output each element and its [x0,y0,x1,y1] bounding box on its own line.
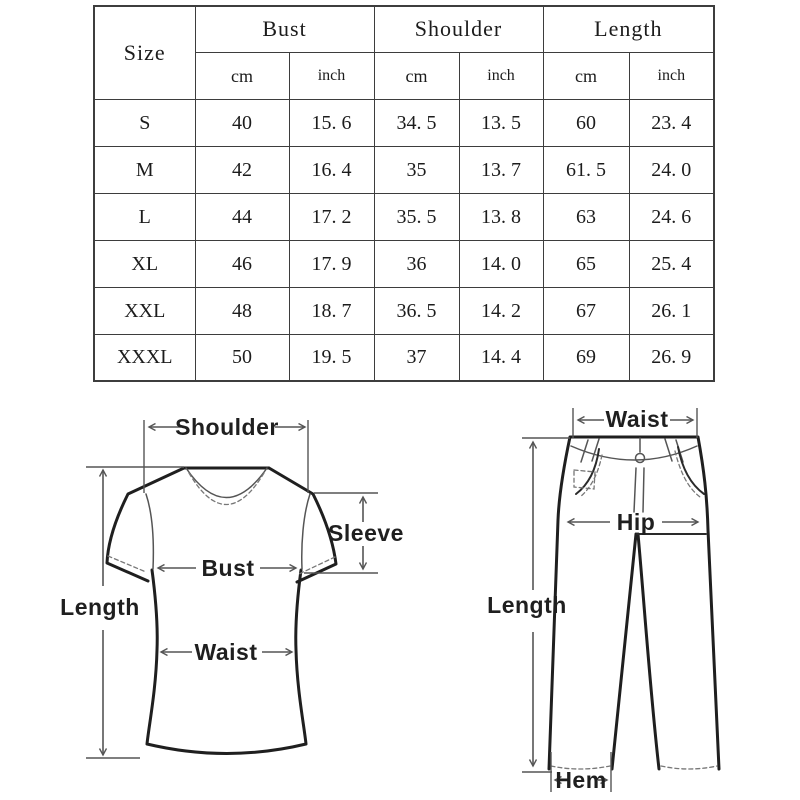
cell-shoulder-cm: 35 [374,146,459,193]
cell-bust-cm: 46 [195,240,289,287]
pants-length-label: Length [487,592,567,618]
header-bust: Bust [195,6,374,52]
pants-diagram [487,406,719,793]
header-size: Size [94,6,195,99]
cell-size: L [94,193,195,240]
tshirt-armhole-right [302,494,310,569]
tshirt-outline [107,468,336,754]
cell-length-cm: 60 [543,99,629,146]
cell-shoulder-cm: 34. 5 [374,99,459,146]
pants-waist-label: Waist [605,406,669,432]
pants-button [636,454,645,463]
cell-length-cm: 69 [543,334,629,381]
cell-size: XXXL [94,334,195,381]
measurement-diagrams [0,400,800,800]
tshirt-cuff-left [108,556,146,572]
unit-length-inch: inch [629,52,714,99]
cell-shoulder-cm: 36 [374,240,459,287]
cell-length-inch: 24. 0 [629,146,714,193]
cell-length-inch: 23. 4 [629,99,714,146]
cell-length-cm: 65 [543,240,629,287]
table-header-row [94,6,714,52]
shirt-bust-label: Bust [201,555,255,581]
cell-length-cm: 67 [543,287,629,334]
unit-length-cm: cm [543,52,629,99]
cell-bust-cm: 48 [195,287,289,334]
cell-length-cm: 61. 5 [543,146,629,193]
cell-size: XL [94,240,195,287]
table-row [94,287,714,334]
shirt-sleeve-label: Sleeve [328,520,404,546]
cell-length-cm: 63 [543,193,629,240]
cell-size: S [94,99,195,146]
pants-fly-lines [634,468,644,512]
cell-length-inch: 26. 1 [629,287,714,334]
cell-bust-cm: 50 [195,334,289,381]
table-row [94,240,714,287]
tshirt-diagram [60,414,404,758]
cell-bust-inch: 17. 9 [289,240,374,287]
cell-bust-cm: 44 [195,193,289,240]
cell-length-inch: 25. 4 [629,240,714,287]
cell-bust-inch: 19. 5 [289,334,374,381]
unit-shoulder-cm: cm [374,52,459,99]
size-chart-table [93,5,715,382]
cell-shoulder-inch: 13. 7 [459,146,543,193]
cell-shoulder-inch: 14. 0 [459,240,543,287]
cell-shoulder-inch: 14. 4 [459,334,543,381]
unit-bust-cm: cm [195,52,289,99]
table-row [94,146,714,193]
table-row [94,99,714,146]
cell-shoulder-cm: 36. 5 [374,287,459,334]
cell-bust-cm: 42 [195,146,289,193]
tshirt-neck-dashed-line [189,473,264,505]
cell-length-inch: 24. 6 [629,193,714,240]
cell-bust-inch: 16. 4 [289,146,374,193]
pants-hem-label: Hem [555,767,607,793]
shirt-shoulder-label: Shoulder [175,414,279,440]
cell-bust-inch: 18. 7 [289,287,374,334]
cell-shoulder-inch: 14. 2 [459,287,543,334]
table-row [94,193,714,240]
cell-shoulder-inch: 13. 8 [459,193,543,240]
cell-length-inch: 26. 9 [629,334,714,381]
cell-size: XXL [94,287,195,334]
cell-bust-inch: 15. 6 [289,99,374,146]
cell-bust-inch: 17. 2 [289,193,374,240]
header-shoulder: Shoulder [374,6,543,52]
shirt-length-label: Length [60,594,140,620]
cell-shoulder-inch: 13. 5 [459,99,543,146]
pants-hip-label: Hip [616,509,656,535]
pants-hem-right-stitch [661,766,717,769]
shirt-waist-label: Waist [194,639,258,665]
tshirt-armhole-left [146,494,153,569]
cell-shoulder-cm: 35. 5 [374,193,459,240]
cell-bust-cm: 40 [195,99,289,146]
cell-shoulder-cm: 37 [374,334,459,381]
tshirt-neck-line [186,468,267,498]
unit-bust-inch: inch [289,52,374,99]
cell-size: M [94,146,195,193]
header-length: Length [543,6,714,52]
unit-shoulder-inch: inch [459,52,543,99]
table-row [94,334,714,381]
